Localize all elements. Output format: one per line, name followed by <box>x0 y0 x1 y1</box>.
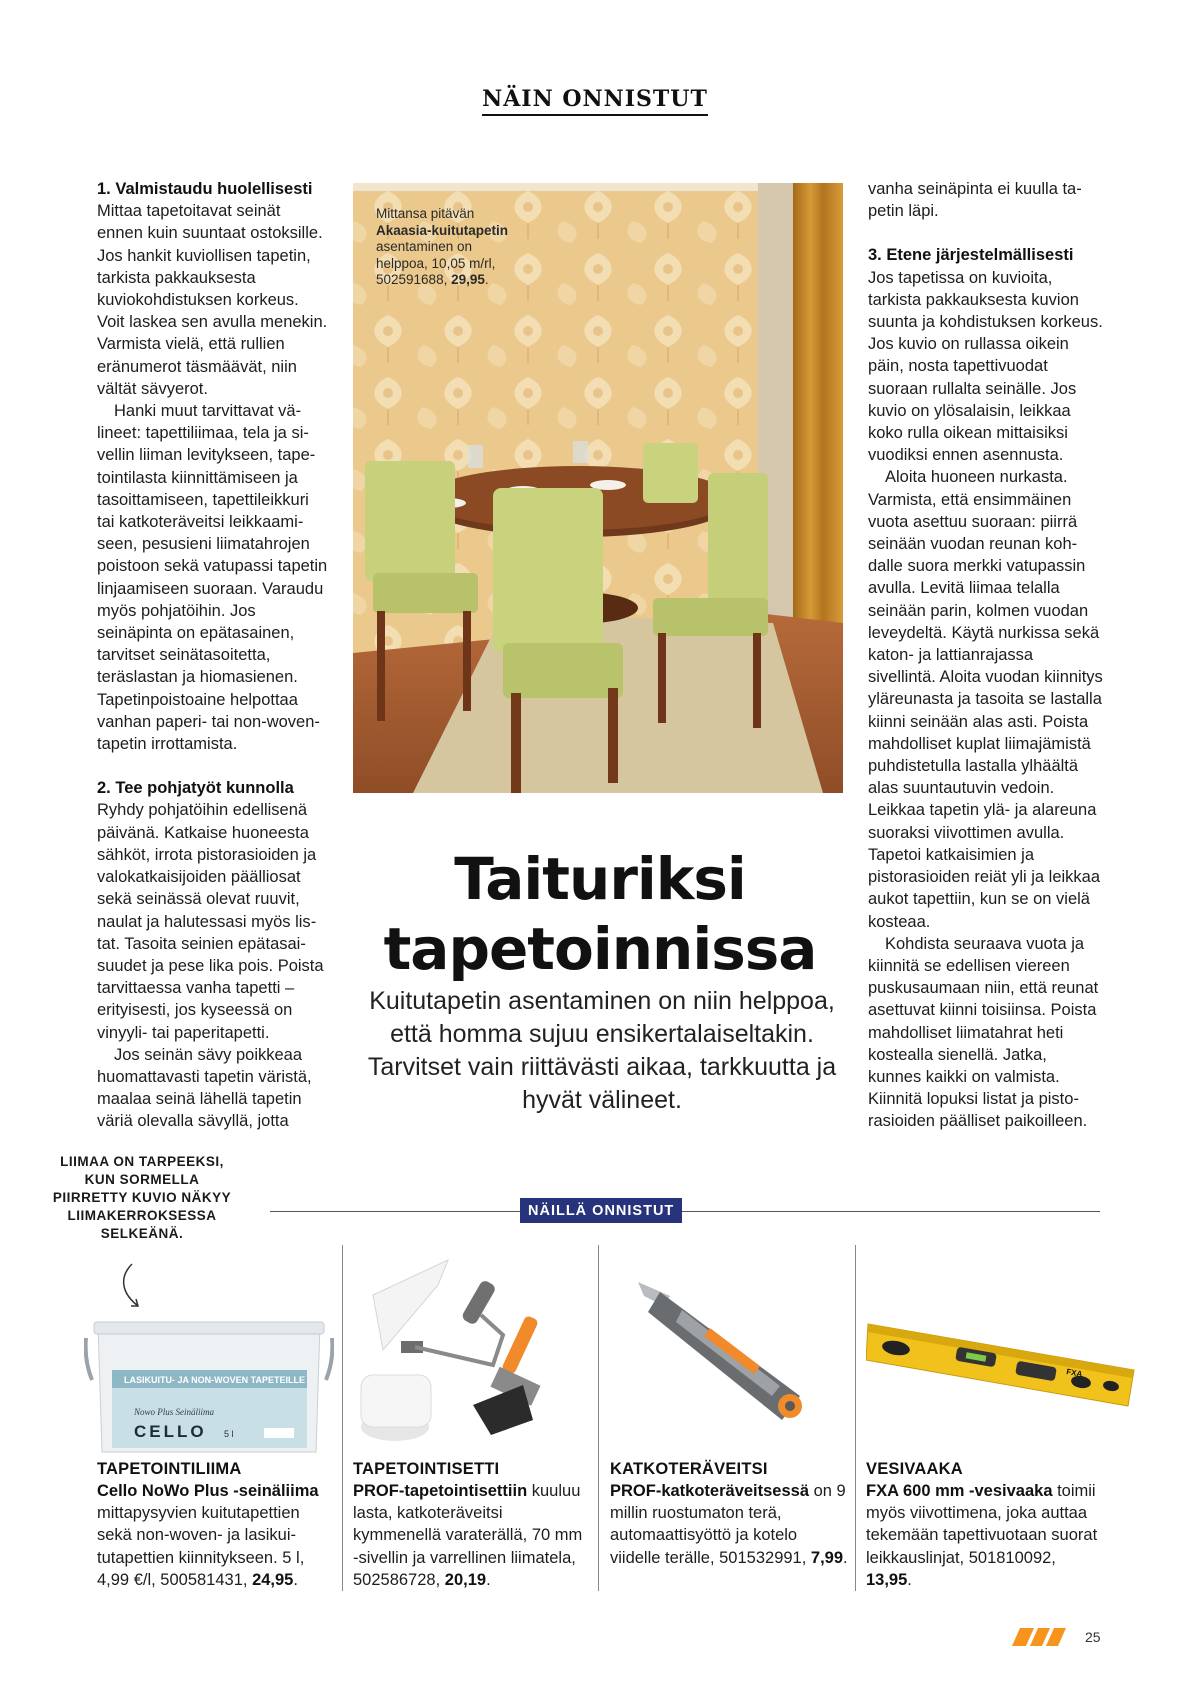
paragraph: vanha seinäpinta ei kuulla tapetin läpi. <box>868 180 1082 221</box>
spirit-level-image <box>866 1320 1136 1410</box>
paragraph: Mittaa tapetoitavat seinät ennen kuin suuntaat ostoksille. Jos hankit kuviollisen tapetin, tarkista pakkauksesta kuviokohdistuksen korkeus. Voit laskea sen avulla menekin. Varmista vielä, että rullien eränumerot täsmäävät, niin vältät sävyerot. <box>97 202 328 398</box>
paragraph: Jos seinän sävy poikkeaa huomattavasti tapetin väristä, maalaa seinä lähellä tapetin väriä olevalla sävyllä, jotta <box>97 1045 312 1131</box>
heading-step-2: 2. Tee pohjatyöt kunnolla <box>97 779 294 798</box>
photo-caption: Mittansa pitävän Akaasia-kuitutapetin asentaminen on helppoa, 10,05 m/rl, 502591688, 29,95. <box>376 206 509 288</box>
column-divider <box>598 1245 599 1591</box>
glue-tip: LIIMAA ON TARPEEKSI, KUN SORMELLA PIIRRETTY KUVIO NÄKYY LIIMAKERROKSESSA SELKEÄNÄ. <box>52 1154 232 1241</box>
product-paste <box>97 1458 335 1591</box>
paragraph: Aloita huoneen nurkasta. Varmista, että ensimmäinen vuota asettuu suoraan: piirrä seinään vuodan reunan kohdalle suora merkki vatupassin avulla. Levitä liimaa telalla seinään parin, kolmen vuodan leveydeltä. Käytä nurkissa sekä katon- ja lattianrajassa sivellintä. Aloita vuodan kiinnitys yläreunasta ja tasoita se lastalla kiinni seinään alas asti. Poista mahdolliset kuplat liimajämistä puhdistetulla lastalla ylhäältä alas suuntautuvin vedoin. Leikkaa tapetin ylä- ja alareuna suoraksi viivottimen avulla. Tapetoi katkaisimien ja pistorasioiden reiät yli ja leikkaa aukot tapettiin, kun se on vielä kosteaa. <box>868 468 1103 931</box>
curved-arrow-icon <box>118 1262 158 1312</box>
dining-room-photo <box>353 183 843 793</box>
wallpapering-set-image <box>353 1255 591 1455</box>
brand-stripes-icon <box>1012 1628 1072 1646</box>
headline-line-2: tapetoinnissa <box>383 915 817 983</box>
product-wallpapering-set <box>353 1458 591 1591</box>
paragraph: Jos tapetissa on kuvioita, tarkista pakkauksesta kuvion suunta ja kohdistuksen korkeus. Jos kuvio on rullassa oikein päin, nosta tapettivuodat suoraan rullalta seinälle. Jos kuvio on ylösalaisin, leikkaa koko rulla oikean mittaisiksi vuodiksi ennen asennusta. <box>868 268 1103 465</box>
heading-step-3: 3. Etene järjestelmällisesti <box>868 246 1074 265</box>
heading-step-1: 1. Valmistaudu huolellisesti <box>97 180 313 198</box>
headline-line-1: Taituriksi <box>454 845 746 913</box>
paste-sub-text: Nowo Plus Seinäliima <box>134 1407 215 1417</box>
product-snap-off-knife <box>610 1458 848 1569</box>
snap-off-knife-image <box>630 1278 830 1428</box>
right-column <box>868 178 1104 1133</box>
level-brand-text: FXA <box>1065 1367 1083 1379</box>
paste-brand-text: CELLO <box>134 1422 207 1441</box>
paragraph: Hanki muut tarvittavat välineet: tapettiliimaa, tela ja sivellin liiman levitykseen, tapetointilasta kiinnittämiseen ja tasoittamiseen, tapettileikkuri tai katkoteräveitsi leikkaamiseen, pesusieni liimatahrojen poistoon sekä vatupassi tapetin linjaamiseen suoraan. Varaudu myös pohjatöihin. Jos seinäpinta on epätasainen, tarvitset seinätasoitetta, teräslastan ja hiomasienen. Tapetinpoistoaine helpottaa vanhan paperi- tai non-woven-tapetin irrottamista. <box>97 402 328 754</box>
product-title: TAPETOINTILIIMA <box>97 1460 242 1478</box>
paste-label-text: LASIKUITU- JA NON-WOVEN TAPETEILLE <box>124 1375 305 1385</box>
paste-size-text: 5 l <box>224 1429 234 1439</box>
lead-paragraph: Kuitutapetin asentaminen on niin helppoa, että homma sujuu ensikertalaiseltakin. Tarvitset vain riittävästi aikaa, tarkkuutta ja hyvät välineet. <box>367 987 837 1114</box>
paste-bucket-image <box>84 1320 334 1455</box>
product-spirit-level <box>866 1458 1104 1591</box>
paragraph: Ryhdy pohjatöihin edellisenä päivänä. Katkaise huoneesta sähköt, irrota pistorasioiden ja valokatkaisijoiden päälliosat sekä seinässä olevat ruuvit, naulat ja halutessasi myös listat. Tasoita seinien epätasaisuudet ja pese lika pois. Poista tarvittaessa vanha tapetti – erityisesti, jos kyseessä on vinyyli- tai paperitapetti. <box>97 801 324 1042</box>
product-description: PROF-katkoteräveitsessä on 9 millin ruostumaton terä, automaattisyöttö ja kotelo viidelle terälle, 501532991, 7,99. <box>610 1482 848 1567</box>
product-title: VESIVAAKA <box>866 1460 963 1478</box>
product-title: TAPETOINTISETTI <box>353 1460 500 1478</box>
left-column <box>97 178 329 1133</box>
product-description: Cello NoWo Plus -seinäliima mittapysyvien kuitutapettien sekä non-woven- ja lasikuitutapettien kiinnitykseen. 5 l, 4,99 €/l, 500581431, 24,95. <box>97 1482 319 1589</box>
product-description: FXA 600 mm -vesivaaka toimii myös viivottimena, joka auttaa tekemään tapettivuotaan suorat leikkauslinjat, 501810092, 13,95. <box>866 1482 1098 1589</box>
page-number: 25 <box>1085 1629 1101 1645</box>
tools-badge: NÄILLÄ ONNISTUT <box>520 1198 682 1223</box>
product-title: KATKOTERÄVEITSI <box>610 1460 768 1478</box>
column-divider <box>855 1245 856 1591</box>
product-description: PROF-tapetointisettiin kuuluu lasta, katkoteräveitsi kymmenellä varaterällä, 70 mm -sivellin ja varrellinen liimatela, 502586728, 20,19. <box>353 1482 583 1589</box>
paragraph: Kohdista seuraava vuota ja kiinnitä se edellisen viereen puskusaumaan niin, että reunat asettuvat kiinni toisiinsa. Poista mahdolliset liimatahrat heti kostealla sienellä. Jatka, kunnes kaikki on valmista. Kiinnitä lopuksi listat ja pistorasioiden päälliset paikoilleen. <box>868 934 1099 1131</box>
section-title <box>0 86 1190 112</box>
section-title-text: NÄIN ONNISTUT <box>482 86 708 116</box>
column-divider <box>342 1245 343 1591</box>
tools-divider <box>270 1211 1100 1212</box>
